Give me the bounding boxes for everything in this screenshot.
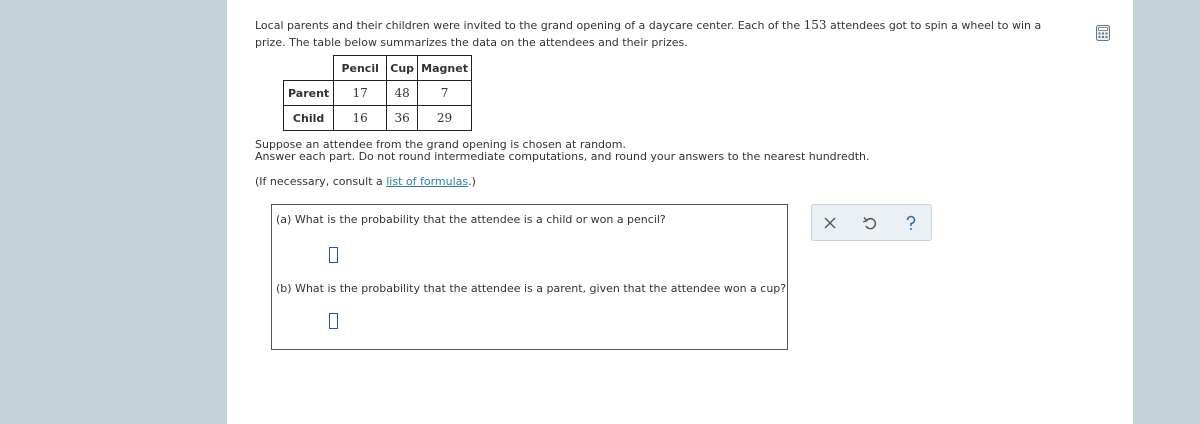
cell-child-magnet: 29: [418, 106, 472, 131]
instruction-line-1: Suppose an attendee from the grand opening is chosen at random.: [255, 138, 626, 151]
answer-b-input[interactable]: [329, 313, 338, 329]
answer-a-input[interactable]: [329, 247, 338, 263]
col-header-pencil: Pencil: [334, 56, 387, 81]
instruction-line-2: Answer each part. Do not round intermediate computations, and round your answers to the nearest hundredth.: [255, 150, 870, 163]
problem-intro: [255, 17, 1075, 51]
cell-child-pencil: 16: [334, 106, 387, 131]
table-header-row: [284, 56, 472, 81]
help-icon[interactable]: [901, 213, 921, 233]
cell-parent-pencil: 17: [334, 81, 387, 106]
cell-parent-magnet: 7: [418, 81, 472, 106]
prize-table: [283, 55, 472, 131]
row-header-child: Child: [284, 106, 334, 131]
question-a: (a) What is the probability that the attendee is a child or won a pencil?: [276, 213, 666, 226]
answer-toolbar: [811, 204, 932, 241]
intro-text-2: attendees got to spin a wheel to win a prize. The table below summarizes the data on the attendees and their prizes.: [255, 19, 1042, 49]
undo-icon[interactable]: [860, 213, 880, 233]
calculator-icon[interactable]: [1096, 25, 1110, 41]
table-row: [284, 81, 472, 106]
cell-child-cup: 36: [387, 106, 418, 131]
attendee-count: 153: [803, 18, 827, 32]
col-header-cup: Cup: [387, 56, 418, 81]
instructions: [255, 139, 1075, 163]
table-corner: [284, 56, 334, 81]
consult-prefix: (If necessary, consult a: [255, 175, 387, 188]
formulas-link[interactable]: list of formulas: [386, 175, 469, 188]
cell-parent-cup: 48: [387, 81, 418, 106]
problem-panel: [227, 0, 1133, 424]
row-header-parent: Parent: [284, 81, 334, 106]
table-row: [284, 106, 472, 131]
question-b: (b) What is the probability that the attendee is a parent, given that the attendee won a cup?: [276, 282, 787, 295]
close-icon[interactable]: [820, 213, 840, 233]
col-header-magnet: Magnet: [418, 56, 472, 81]
answer-box: [271, 204, 788, 350]
consult-suffix: .): [468, 175, 476, 188]
consult-line: [255, 175, 476, 188]
intro-text-1: Local parents and their children were invited to the grand opening of a daycare center. Each of the: [255, 19, 804, 32]
